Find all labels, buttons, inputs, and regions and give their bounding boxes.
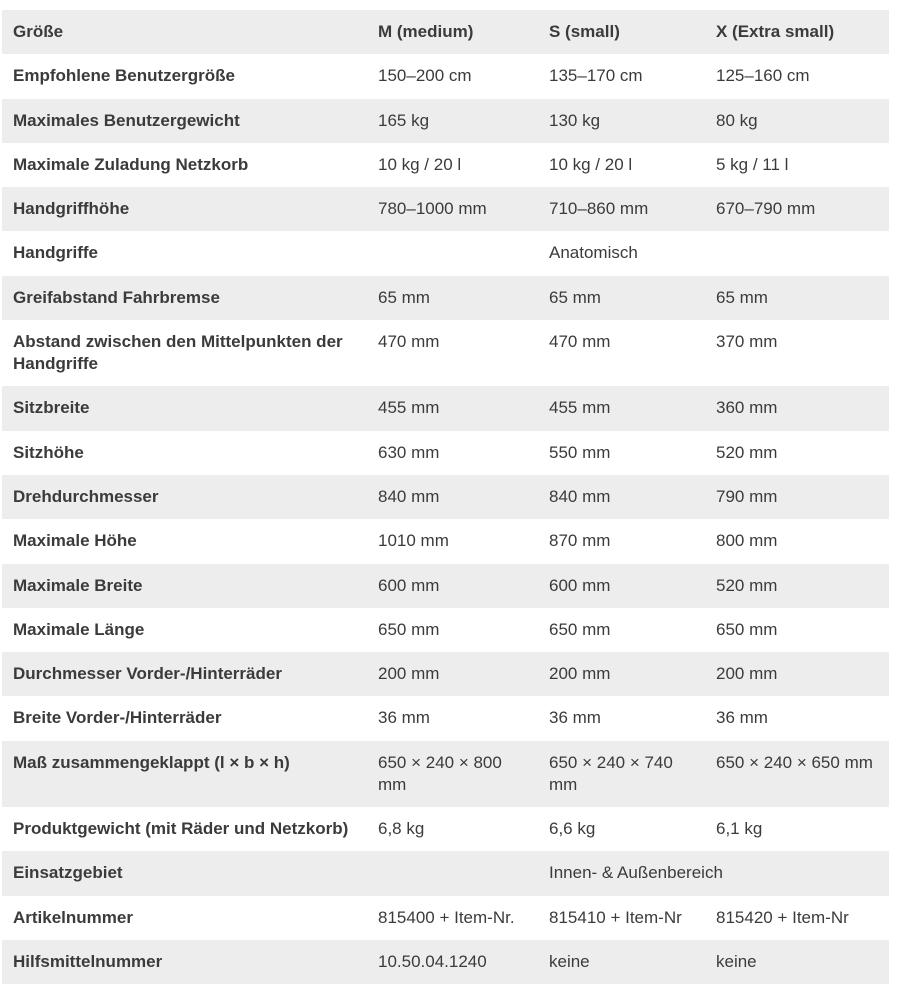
- cell-value-small: 650 mm: [549, 619, 611, 639]
- cell-value-extra-small: 790 mm: [716, 486, 778, 506]
- row-label: Sitzhöhe: [13, 442, 84, 462]
- table-row: [2, 231, 889, 275]
- cell-value-extra-small: keine: [716, 951, 757, 971]
- cell-value-medium: 165 kg: [378, 110, 430, 130]
- row-label: Artikelnummer: [13, 907, 133, 927]
- cell-value-medium: 65 mm: [378, 287, 430, 307]
- table-row: [2, 564, 889, 608]
- table-row: [2, 475, 889, 519]
- cell-value-extra-small: 125–160 cm: [716, 66, 810, 86]
- cell-value-extra-small: 520 mm: [716, 575, 778, 595]
- cell-value-small: 65 mm: [549, 287, 601, 307]
- cell-value-extra-small: 650 mm: [716, 619, 778, 639]
- table-row: [2, 652, 889, 696]
- cell-value-small: 870 mm: [549, 531, 611, 551]
- cell-value-medium: 150–200 cm: [378, 66, 472, 86]
- cell-value-medium: 840 mm: [378, 486, 440, 506]
- table-row: [2, 276, 889, 320]
- cell-value-extra-small: 650 × 240 × 650 mm: [716, 752, 873, 772]
- cell-value-extra-small: 5 kg / 11 l: [716, 154, 789, 174]
- cell-value-extra-small: 360 mm: [716, 398, 778, 418]
- row-label: Produktgewicht (mit Räder und Netzkorb): [13, 819, 349, 839]
- cell-value-medium: 650 mm: [378, 619, 440, 639]
- page: [0, 10, 901, 996]
- table-row: [2, 54, 889, 98]
- cell-value-small: 600 mm: [549, 575, 611, 595]
- table-row: [2, 807, 889, 851]
- cell-value-medium: 470 mm: [378, 332, 440, 352]
- cell-value-small: 455 mm: [549, 398, 611, 418]
- cell-value-medium: 630 mm: [378, 442, 440, 462]
- cell-value-medium: 650 × 240 × 800 mm: [378, 752, 502, 794]
- table-row: [2, 99, 889, 143]
- cell-value-extra-small: 370 mm: [716, 332, 778, 352]
- table-row: [2, 741, 889, 807]
- cell-value-small: 470 mm: [549, 332, 611, 352]
- cell-value-small: keine: [549, 951, 590, 971]
- table-header-row: [2, 10, 889, 54]
- column-header-small: S (small): [549, 22, 620, 41]
- cell-value-small: 650 × 240 × 740 mm: [549, 752, 673, 794]
- cell-value-extra-small: 200 mm: [716, 664, 778, 684]
- cell-value-small: 36 mm: [549, 708, 601, 728]
- row-label: Breite Vorder-/Hinterräder: [13, 708, 222, 728]
- column-header-medium: M (medium): [378, 22, 474, 41]
- table-body: [2, 54, 889, 984]
- table-row: [2, 143, 889, 187]
- cell-value-medium: 10.50.04.1240: [378, 951, 487, 971]
- row-label: Einsatzgebiet: [13, 863, 123, 883]
- row-label: Durchmesser Vorder-/Hinterräder: [13, 664, 282, 684]
- row-label: Hilfsmittelnummer: [13, 951, 163, 971]
- cell-value-extra-small: 6,1 kg: [716, 819, 763, 839]
- cell-value-extra-small: 80 kg: [716, 110, 758, 130]
- table-row: [2, 320, 889, 386]
- cell-value-medium: 10 kg / 20 l: [378, 154, 462, 174]
- cell-value-extra-small: 670–790 mm: [716, 199, 816, 219]
- cell-value-medium: 1010 mm: [378, 531, 449, 551]
- cell-value-medium: [378, 242, 549, 264]
- cell-value-small: Anatomisch: [549, 243, 638, 263]
- table-row: [2, 431, 889, 475]
- cell-value-small: 710–860 mm: [549, 199, 649, 219]
- cell-value-medium: 200 mm: [378, 664, 440, 684]
- cell-value-small: 135–170 cm: [549, 66, 643, 86]
- column-header-extra-small: X (Extra small): [716, 22, 835, 41]
- cell-value-extra-small: 815420 + Item-Nr: [716, 907, 849, 927]
- table-row: [2, 519, 889, 563]
- row-label: Abstand zwischen den Mittelpunkten der Handgriffe: [13, 332, 343, 374]
- cell-value-medium: 780–1000 mm: [378, 199, 487, 219]
- cell-value-medium: 6,8 kg: [378, 819, 425, 839]
- row-label: Maximale Höhe: [13, 531, 137, 551]
- cell-value-small: 130 kg: [549, 110, 601, 130]
- table-row: [2, 940, 889, 984]
- cell-value-medium: 600 mm: [378, 575, 440, 595]
- row-label: Maximale Länge: [13, 619, 145, 639]
- cell-value-small: 6,6 kg: [549, 819, 596, 839]
- table-row: [2, 386, 889, 430]
- table-row: [2, 896, 889, 940]
- cell-value-medium: 815400 + Item-Nr.: [378, 907, 515, 927]
- row-label: Maß zusammengeklappt (l × b × h): [13, 752, 290, 772]
- header-label: Größe: [13, 22, 64, 41]
- row-label: Handgriffe: [13, 243, 98, 263]
- cell-value-medium: [378, 862, 549, 884]
- cell-value-small: 550 mm: [549, 442, 611, 462]
- row-label: Greifabstand Fahrbremse: [13, 287, 220, 307]
- cell-value-extra-small: 520 mm: [716, 442, 778, 462]
- row-label: Maximale Zuladung Netzkorb: [13, 154, 249, 174]
- cell-value-extra-small: 36 mm: [716, 708, 768, 728]
- spec-table: [2, 10, 889, 984]
- table-row: [2, 851, 889, 895]
- row-label: Drehdurchmesser: [13, 486, 159, 506]
- row-label: Sitzbreite: [13, 398, 90, 418]
- cell-value-medium: 36 mm: [378, 708, 430, 728]
- table-row: [2, 696, 889, 740]
- cell-value-small: 10 kg / 20 l: [549, 154, 633, 174]
- row-label: Handgriffhöhe: [13, 199, 130, 219]
- row-label: Empfohlene Benutzergröße: [13, 66, 235, 86]
- cell-value-small: 200 mm: [549, 664, 611, 684]
- cell-value-small: 815410 + Item-Nr: [549, 907, 682, 927]
- cell-value-extra-small: 800 mm: [716, 531, 778, 551]
- table-row: [2, 187, 889, 231]
- row-label: Maximale Breite: [13, 575, 143, 595]
- cell-value-small: 840 mm: [549, 486, 611, 506]
- cell-value-extra-small: 65 mm: [716, 287, 768, 307]
- cell-value-small: Innen- & Außenbereich: [549, 863, 723, 883]
- table-row: [2, 608, 889, 652]
- cell-value-medium: 455 mm: [378, 398, 440, 418]
- row-label: Maximales Benutzergewicht: [13, 110, 240, 130]
